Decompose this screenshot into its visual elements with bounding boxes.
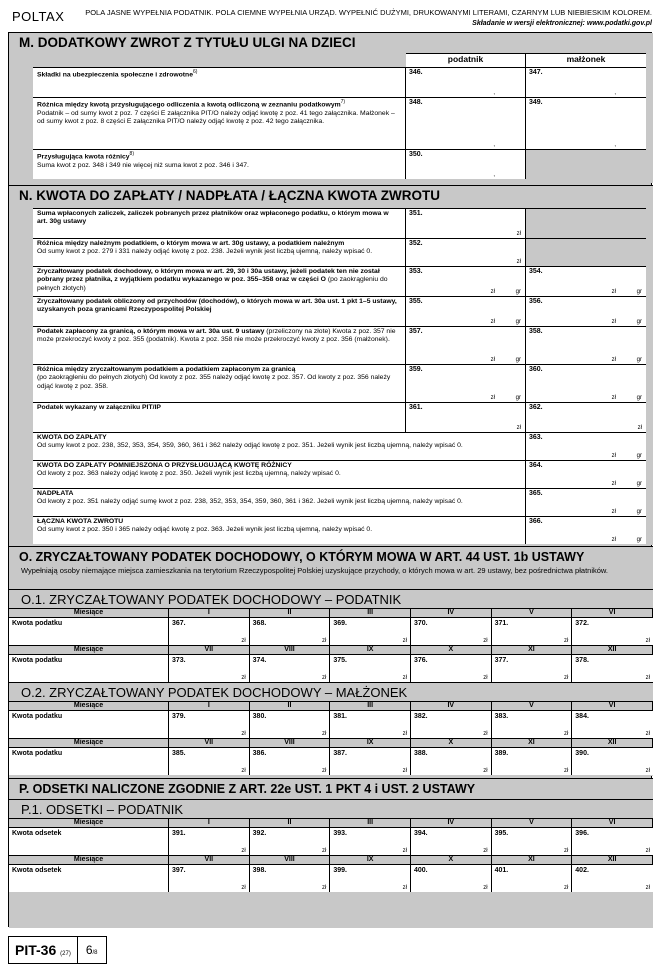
month-header: II: [250, 609, 331, 617]
field-362[interactable]: 362. zł: [526, 403, 646, 432]
field-351[interactable]: 351. zł: [406, 209, 526, 238]
months-label: Miesiące: [9, 856, 169, 864]
month-header: VIII: [250, 646, 331, 654]
field-356[interactable]: 356. zł gr: [526, 297, 646, 326]
month-header: II: [250, 702, 331, 710]
amount-row: [9, 710, 653, 738]
amount-field-372[interactable]: 372. zł: [572, 618, 653, 645]
amount-label: Kwota podatku: [9, 748, 169, 775]
month-header: IV: [411, 819, 492, 827]
months-label: Miesiące: [9, 702, 169, 710]
month-header: IX: [330, 856, 411, 864]
field-361[interactable]: 361. zł: [406, 403, 526, 432]
amount-label: Kwota odsetek: [9, 828, 169, 855]
months-row: [9, 818, 653, 827]
field-365[interactable]: 365. zł gr: [526, 489, 646, 516]
row-n-355: Zryczałtowany podatek obliczony od przychodów (dochodów), o których mowa w art. 30a ust. 1 pkt 1–5 ustawy, uzyskanych poza granicami Rzeczypospolitej Polskiej 355. zł gr 356. zł gr: [33, 296, 646, 326]
amount-label: Kwota odsetek: [9, 865, 169, 892]
amount-field-388[interactable]: 388. zł: [411, 748, 492, 775]
instructions: POLA JASNE WYPEŁNIA PODATNIK. POLA CIEMNE WYPEŁNIA URZĄD. WYPEŁNIĆ DUŻYMI, DRUKOWANYMI LITERAMI, CZARNYM LUB NIEBIESKIM KOLOREM.: [85, 8, 652, 17]
month-header: VI: [572, 819, 653, 827]
amount-field-387[interactable]: 387. zł: [330, 748, 411, 775]
p1-grid: [9, 818, 653, 892]
month-header: VIII: [250, 739, 331, 747]
amount-field-393[interactable]: 393. zł: [330, 828, 411, 855]
amount-label: Kwota podatku: [9, 711, 169, 738]
amount-field-394[interactable]: 394. zł: [411, 828, 492, 855]
amount-field-395[interactable]: 395. zł: [492, 828, 573, 855]
month-header: III: [330, 819, 411, 827]
month-header: IX: [330, 739, 411, 747]
subsection-o2: O.2. ZRYCZAŁTOWANY PODATEK DOCHODOWY – MAŁŻONEK: [9, 682, 653, 701]
month-header: IX: [330, 646, 411, 654]
section-n-title: N. KWOTA DO ZAPŁATY / NADPŁATA / ŁĄCZNA KWOTA ZWROTU: [19, 188, 440, 203]
amount-field-367[interactable]: 367. zł: [169, 618, 250, 645]
o1-grid: [9, 608, 653, 682]
amount-field-384[interactable]: 384. zł: [572, 711, 653, 738]
month-header: VI: [572, 702, 653, 710]
amount-field-376[interactable]: 376. zł: [411, 655, 492, 682]
amount-field-390[interactable]: 390. zł: [572, 748, 653, 775]
month-header: XI: [492, 856, 573, 864]
amount-field-391[interactable]: 391. zł: [169, 828, 250, 855]
amount-row: [9, 617, 653, 645]
month-header: II: [250, 819, 331, 827]
row-n-357: Podatek zapłacony za granicą, o którym mowa w art. 30a ust. 9 ustawy (przeliczony na złote) Kwota z poz. 357 nie może przekroczyć kwoty z poz. 355 (podatnik). Kwota z poz. 358 nie może przekroczyć kwoty z poz. 356 (małżonek). 357. zł gr 358. zł gr: [33, 326, 646, 364]
month-header: XII: [572, 646, 653, 654]
amount-field-377[interactable]: 377. zł: [492, 655, 573, 682]
amount-field-382[interactable]: 382. zł: [411, 711, 492, 738]
amount-row: [9, 827, 653, 855]
months-row: [9, 608, 653, 617]
amount-label: Kwota podatku: [9, 618, 169, 645]
row-n-363: KWOTA DO ZAPŁATY Od sumy kwot z poz. 238, 352, 353, 354, 359, 360, 361 i 362 należy odjąć kwotę z poz. 351. Jeżeli wynik jest liczbą ujemną, należy wpisać 0. 363. zł gr: [33, 432, 646, 460]
field-352[interactable]: 352. zł: [406, 239, 526, 266]
row-n-361: Podatek wykazany w załączniku PIT/IP 361. zł 362. zł: [33, 402, 646, 432]
field-348[interactable]: 348. ,: [406, 98, 526, 149]
subsection-p1: P.1. ODSETKI – PODATNIK: [9, 799, 653, 818]
month-header: V: [492, 702, 573, 710]
months-row: [9, 738, 653, 747]
field-349[interactable]: 349. ,: [526, 98, 646, 149]
amount-field-383[interactable]: 383. zł: [492, 711, 573, 738]
row-n-365: NADPŁATA Od kwoty z poz. 351 należy odjąć sumę kwot z poz. 238, 352, 353, 354, 359, 360, 361 i 362. Jeżeli wynik jest liczbą ujemną, należy wpisać 0. 365. zł gr: [33, 488, 646, 516]
row-n-359: Różnica między zryczałtowanym podatkiem a podatkiem zapłaconym za granicą (po zaokrągleniu do pełnych złotych) Od kwoty z poz. 355 należy odjąć kwotę z poz. 357. Od kwoty z poz. 356 należy odjąć kwotę z poz. 358. 359. zł gr 360. zł gr: [33, 364, 646, 402]
months-row: [9, 855, 653, 864]
form-code: PIT-36 (27): [9, 937, 78, 963]
field-353[interactable]: 353. zł gr: [406, 267, 526, 296]
month-header: I: [169, 819, 250, 827]
amount-field-402[interactable]: 402. zł: [572, 865, 653, 892]
months-label: Miesiące: [9, 819, 169, 827]
row-n-353: Zryczałtowany podatek dochodowy, o którym mowa w art. 29, 30 i 30a ustawy, jeżeli podatek ten nie został pobrany przez płatnika, z wyjątkiem podatku wykazanego w poz. 355–358 oraz w części O (po zaokrągleniu do pełnych złotych) 353. zł gr 354. zł gr: [33, 266, 646, 296]
amount-field-368[interactable]: 368. zł: [250, 618, 331, 645]
field-364[interactable]: 364. zł gr: [526, 461, 646, 488]
amount-field-397[interactable]: 397. zł: [169, 865, 250, 892]
amount-field-374[interactable]: 374. zł: [250, 655, 331, 682]
month-header: XI: [492, 739, 573, 747]
month-header: XI: [492, 646, 573, 654]
field-354[interactable]: 354. zł gr: [526, 267, 646, 296]
month-header: VII: [169, 646, 250, 654]
subsection-o1: O.1. ZRYCZAŁTOWANY PODATEK DOCHODOWY – PODATNIK: [9, 589, 653, 608]
month-header: I: [169, 702, 250, 710]
row-n-352: Różnica między należnym podatkiem, o którym mowa w art. 30g ustawy, a podatkiem należnym Od sumy kwot z poz. 279 i 331 należy odjąć kwotę z poz. 238. Jeżeli wynik jest liczbą ujemną, należy wpisać 0. 352. zł: [33, 238, 646, 266]
month-header: X: [411, 739, 492, 747]
col-podatnik: podatnik: [406, 54, 526, 67]
months-row: [9, 701, 653, 710]
row-n-351: Suma wpłaconych zaliczek, zaliczek pobranych przez płatników oraz wpłaconego podatku, o którym mowa w art. 30g ustawy 351. zł: [33, 208, 646, 238]
amount-field-398[interactable]: 398. zł: [250, 865, 331, 892]
col-malzonek: małżonek: [566, 54, 606, 64]
amount-field-375[interactable]: 375. zł: [330, 655, 411, 682]
row-m-350: Przysługująca kwota różnicy$^{8)}$ Suma kwot z poz. 348 i 349 nie więcej niż suma kwot z poz. 346 i 347. 350. ,: [33, 149, 646, 179]
form-footer: [8, 936, 107, 964]
amount-row: [9, 864, 653, 892]
amount-field-400[interactable]: 400. zł: [411, 865, 492, 892]
month-header: V: [492, 819, 573, 827]
amount-field-373[interactable]: 373. zł: [169, 655, 250, 682]
field-358[interactable]: 358. zł gr: [526, 327, 646, 364]
field-355[interactable]: 355. zł gr: [406, 297, 526, 326]
amount-label: Kwota podatku: [9, 655, 169, 682]
month-header: VII: [169, 856, 250, 864]
row-n-366: ŁĄCZNA KWOTA ZWROTU Od sumy kwot z poz. 350 i 365 należy odjąć kwotę z poz. 363. Jeżeli wynik jest liczbą ujemną, należy wpisać 0. 366. zł gr: [33, 516, 646, 544]
months-label: Miesiące: [9, 609, 169, 617]
month-header: X: [411, 856, 492, 864]
month-header: X: [411, 646, 492, 654]
amount-field-380[interactable]: 380. zł: [250, 711, 331, 738]
top-header: [8, 6, 652, 32]
section-m: [9, 33, 653, 183]
field-357[interactable]: 357. zł gr: [406, 327, 526, 364]
amount-row: [9, 747, 653, 775]
amount-field-385[interactable]: 385. zł: [169, 748, 250, 775]
field-359[interactable]: 359. zł gr: [406, 365, 526, 402]
month-header: VI: [572, 609, 653, 617]
o2-grid: [9, 701, 653, 775]
section-p: [9, 778, 653, 928]
amount-field-399[interactable]: 399. zł: [330, 865, 411, 892]
amount-field-386[interactable]: 386. zł: [250, 748, 331, 775]
month-header: XII: [572, 856, 653, 864]
field-347[interactable]: 347. ,: [526, 68, 646, 97]
amount-field-369[interactable]: 369. zł: [330, 618, 411, 645]
month-header: III: [330, 609, 411, 617]
field-363[interactable]: 363. zł gr: [526, 433, 646, 460]
amount-field-381[interactable]: 381. zł: [330, 711, 411, 738]
amount-field-389[interactable]: 389. zł: [492, 748, 573, 775]
amount-row: [9, 654, 653, 682]
field-346[interactable]: 346. ,: [406, 68, 526, 97]
month-header: IV: [411, 702, 492, 710]
electronic-note: Składanie w wersji elektronicznej: www.podatki.gov.pl: [472, 20, 652, 27]
form-page: [8, 32, 652, 927]
amount-field-401[interactable]: 401. zł: [492, 865, 573, 892]
month-header: VIII: [250, 856, 331, 864]
amount-field-371[interactable]: 371. zł: [492, 618, 573, 645]
amount-field-378[interactable]: 378. zł: [572, 655, 653, 682]
month-header: III: [330, 702, 411, 710]
months-label: Miesiące: [9, 739, 169, 747]
amount-field-392[interactable]: 392. zł: [250, 828, 331, 855]
field-350[interactable]: 350. ,: [406, 150, 526, 179]
section-o-desc: Wypełniają osoby niemające miejsca zamieszkania na terytorium Rzeczypospolitej Polskiej uzyskujące przychody, o których mowa w art. 29 ustawy, bez pośrednictwa płatników.: [21, 566, 608, 575]
row-m-346: Składki na ubezpieczenia społeczne i zdrowotne$^{6)}$ 346. , 347. ,: [33, 67, 646, 97]
section-m-title: M. DODATKOWY ZWROT Z TYTUŁU ULGI NA DZIECI: [19, 35, 356, 50]
month-header: V: [492, 609, 573, 617]
section-n: [9, 185, 653, 545]
months-label: Miesiące: [9, 646, 169, 654]
section-o: [9, 546, 653, 776]
months-row: [9, 645, 653, 654]
brand: POLTAX: [12, 9, 65, 24]
row-m-348: Różnica między kwotą przysługującego odliczenia a kwotą odliczoną w zeznaniu podatkowym$^{7)}$ Podatnik – od sumy kwot z poz. 7 części E załącznika PIT/O należy odjąć kwotę z poz. 41 tego załącznika. Małżonek – od sumy kwot z poz. 8 części E załącznika PIT/O należy odjąć kwotę z poz. 42 tego załącznika. 348. , 349. ,: [33, 97, 646, 149]
amount-field-370[interactable]: 370. zł: [411, 618, 492, 645]
field-360[interactable]: 360. zł gr: [526, 365, 646, 402]
field-366[interactable]: 366. zł gr: [526, 517, 646, 544]
month-header: IV: [411, 609, 492, 617]
amount-field-396[interactable]: 396. zł: [572, 828, 653, 855]
row-n-364: KWOTA DO ZAPŁATY POMNIEJSZONA O PRZYSŁUGUJĄCĄ KWOTĘ RÓŻNICY Od kwoty z poz. 363 należy odjąć kwotę z poz. 350. Jeżeli wynik jest liczbą ujemną, należy wpisać 0. 364. zł gr: [33, 460, 646, 488]
month-header: I: [169, 609, 250, 617]
month-header: VII: [169, 739, 250, 747]
section-o-title: O. ZRYCZAŁTOWANY PODATEK DOCHODOWY, O KTÓRYM MOWA W ART. 44 UST. 1b USTAWY: [19, 550, 585, 564]
amount-field-379[interactable]: 379. zł: [169, 711, 250, 738]
page-number: 6/8: [85, 943, 98, 957]
month-header: XII: [572, 739, 653, 747]
section-p-title: P. ODSETKI NALICZONE ZGODNIE Z ART. 22e UST. 1 PKT 4 i UST. 2 USTAWY: [19, 782, 476, 796]
